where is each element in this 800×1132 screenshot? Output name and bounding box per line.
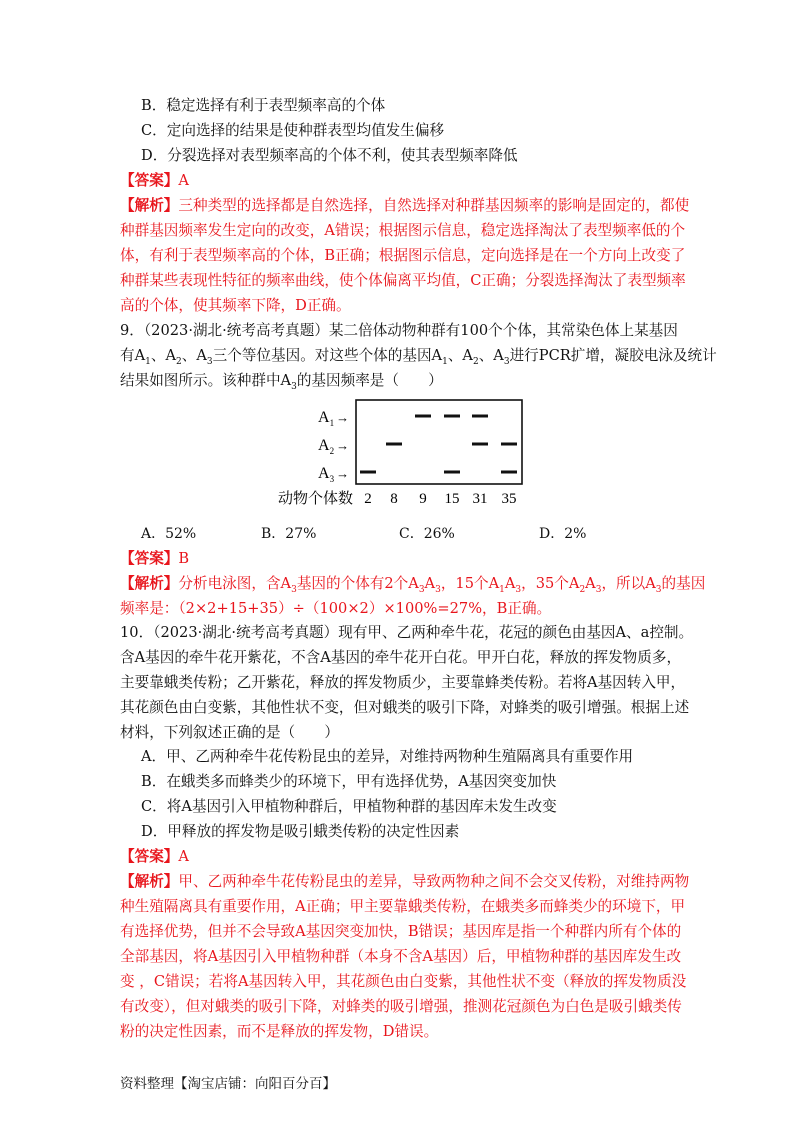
q10-stem-line: 主要靠蛾类传粉；乙开紫花，释放的挥发物质少，主要靠蜂类传粉。若将A基因转入甲， [120,674,686,691]
gel-lane-label: 8 [390,491,398,507]
q9-option-a: A．52% [141,526,197,542]
q10-stem-line: 其花颜色由白变紫，其他性状不变，但对蛾类的吸引下降，对蜂类的吸引增强。根据上述 [120,699,690,716]
answer-tag: 【答案】 [120,550,179,567]
q10-analysis-line: 全部基因，将A基因引入甲植物种群（本身不含A基因）后，甲植物种群的基因库发生改 [120,948,682,965]
q9-stem-line: 结果如图所示。该种群中$A_3$的基因频率是（ ） [120,372,443,392]
q9-option-b: B．27% [261,526,317,542]
x-axis-title: 动物个体数 [278,491,354,507]
q9-analysis-line: 【解析】分析电泳图，含$A_3$基因的个体有2个$A_3A_3$，15个$A_1A_3$，35个$A_2A_3$，所以$A_3$的基因 [120,575,706,595]
q8-option-d: D．分裂选择对表型频率高的个体不利，使其表型频率降低 [141,147,518,164]
gel-lane-label: 2 [364,491,372,507]
q10-analysis-line: 有改变），但对蛾类的吸引下降，对蜂类的吸引增强，推测花冠颜色为白色是吸引蛾类传 [120,998,682,1015]
gel-band [360,471,376,474]
q10-analysis-line: 【解析】甲、乙两种牵牛花传粉昆虫的差异，导致两物种之间不会交叉传粉，对维持两物 [120,873,690,890]
q9-option-d: D．2% [539,526,587,542]
q10-stem-line: 含A基因的牵牛花开紫花，不含A基因的牵牛花开白花。甲开白花，释放的挥发物质多， [120,649,682,666]
gel-figure [270,392,540,512]
gel-row-label: $A_3$ → [318,465,350,484]
q10-stem-line: 材料，下列叙述正确的是（ ） [120,724,339,741]
q10-analysis-line: 种生殖隔离具有重要作用，A正确；甲主要靠蛾类传粉，在蛾类多而蜂类少的环境下，甲 [120,898,686,915]
q9-stem-line: 9．（2023·湖北·统考高考真题）某二倍体动物种群有100个个体，其常染色体上某基因 [120,322,678,339]
answer-value: A [178,172,189,189]
gel-band [444,415,460,418]
gel-band [444,471,460,474]
q9-stem-line: 有$A_1$、$A_2$、$A_3$三个等位基因。对这些个体的基因$A_1$、$A_2$、$A_3$进行PCR扩增，凝胶电泳及统计 [120,347,717,367]
analysis-tag: 【解析】 [120,197,179,214]
answer-value: A [178,848,189,865]
gel-lane-label: 31 [472,491,488,507]
q10-option-a: A．甲、乙两种牵牛花传粉昆虫的差异，对维持两物种生殖隔离具有重要作用 [141,748,634,765]
q8-option-b: B．稳定选择有利于表型频率高的个体 [141,97,386,114]
q10-stem-line: 10．（2023·湖北·统考高考真题）现有甲、乙两种牵牛花，花冠的颜色由基因A、a控制。 [120,624,694,641]
gel-frame [356,400,522,484]
gel-lane-label: 15 [444,491,460,507]
gel-band [472,443,488,446]
gel-band [472,415,488,418]
gel-row-label: $A_2$ → [318,437,350,456]
footer-source: 资料整理【淘宝店铺：向阳百分百】 [120,1076,336,1092]
q8-analysis-line: 体，有利于表型频率高的个体，B正确；根据图示信息，定向选择是在一个方向上改变了 [120,247,686,264]
q8-analysis-line: 种群基因频率发生定向的改变，A错误；根据图示信息，稳定选择淘汰了表型频率低的个 [120,222,686,239]
q8-analysis-line: 高的个体，使其频率下降，D正确。 [120,297,351,314]
answer-tag: 【答案】 [120,848,179,865]
gel-band [501,443,517,446]
q10-answer [120,847,189,867]
q10-option-c: C．将A基因引入甲植物种群后，甲植物种群的基因库未发生改变 [141,798,557,815]
q8-analysis-line [120,196,689,216]
q10-option-b: B．在蛾类多而蜂类少的环境下，甲有选择优势，A基因突变加快 [141,773,557,790]
gel-row-label: $A_1$ → [318,409,350,428]
gel-lane-label: 9 [419,491,427,507]
analysis-tag: 【解析】 [120,873,179,890]
q10-analysis-line: 粉的决定性因素，而不是释放的挥发物，D错误。 [120,1023,439,1040]
analysis-tag: 【解析】 [120,575,179,592]
gel-band [386,443,402,446]
q8-answer [120,171,189,191]
answer-value: B [178,550,190,567]
q8-analysis-line: 种群某些表现性特征的频率曲线，使个体偏离平均值，C正确；分裂选择淘汰了表型频率 [120,272,686,289]
q10-analysis-line: 有选择优势，但并不会导致A基因突变加快，B错误；基因库是指一个种群内所有个体的 [120,923,682,940]
q9-option-c: C．26% [399,526,455,542]
q8-option-c: C．定向选择的结果是使种群表型均值发生偏移 [141,122,445,139]
q10-option-d: D．甲释放的挥发物是吸引蛾类传粉的决定性因素 [141,823,460,840]
q9-analysis-line: 频率是：（2×2+15+35）÷（100×2）×100%=27%，B正确。 [120,600,552,617]
q10-analysis-line: 变 ，C错误；若将A基因转入甲，其花颜色由白变紫，其他性状不变（释放的挥发物质没 [120,973,687,990]
q9-answer [120,549,189,569]
gel-band [415,415,431,418]
analysis-text: 三种类型的选择都是自然选择，自然选择对种群基因频率的影响是固定的，都使 [178,197,690,214]
gel-lane-label: 35 [501,491,517,507]
answer-tag: 【答案】 [120,172,179,189]
gel-band [501,471,517,474]
